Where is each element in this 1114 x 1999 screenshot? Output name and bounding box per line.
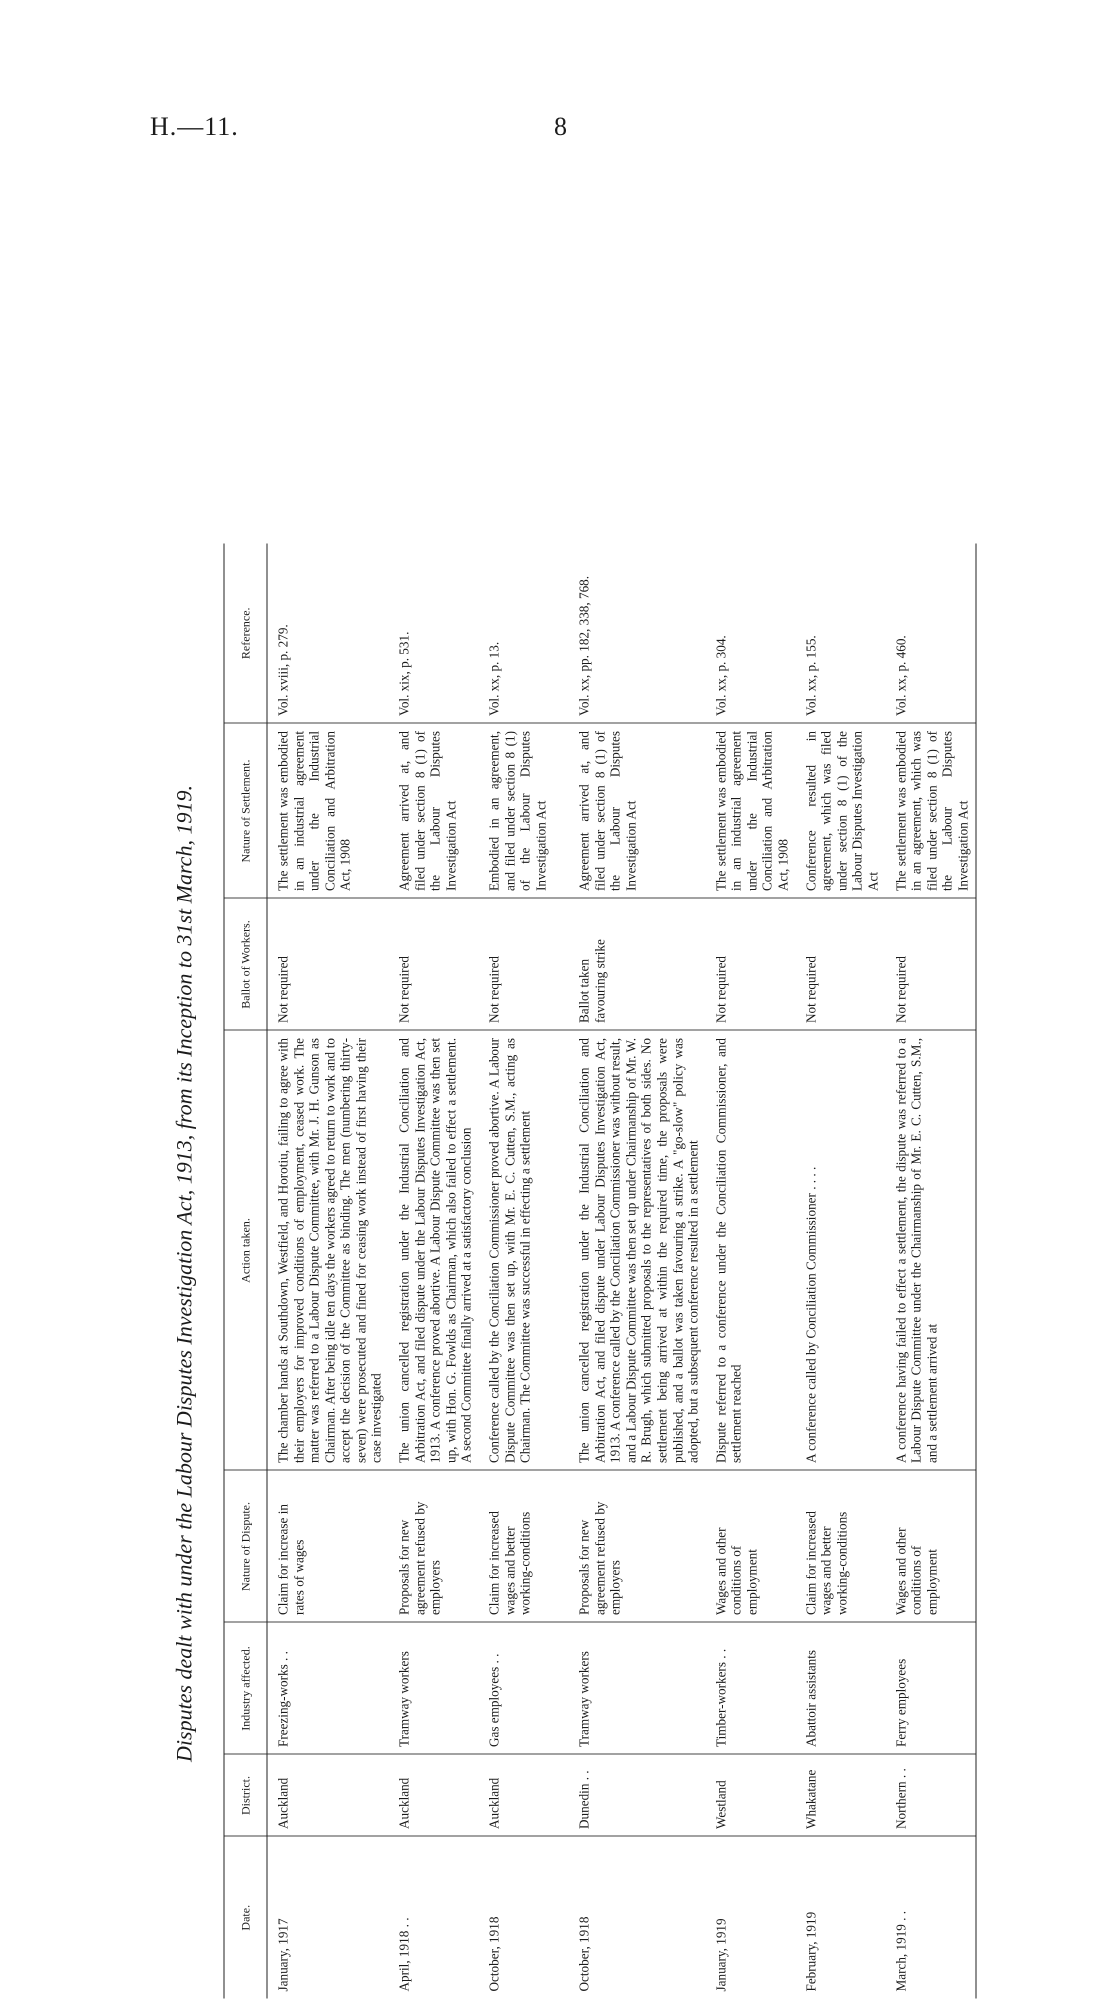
col-header-action: Action taken. bbox=[224, 1031, 267, 1471]
cell-nature: Proposals for new agreement refused by employers bbox=[389, 1471, 479, 1623]
cell-district: Northern . . bbox=[885, 1755, 976, 1837]
cell-settlement: Agreement arrived at, and filed under section 8 (1) of the Labour Disputes Investigation Act bbox=[389, 724, 479, 899]
cell-industry: Abattoir assistants bbox=[795, 1623, 885, 1755]
cell-date: March, 1919 . . bbox=[885, 1837, 976, 1999]
cell-reference: Vol. xviii, p. 279. bbox=[267, 544, 389, 724]
cell-ballot: Ballot taken favouring strike bbox=[569, 899, 706, 1031]
cell-reference: Vol. xix, p. 531. bbox=[389, 544, 479, 724]
cell-ballot: Not required bbox=[705, 899, 795, 1031]
cell-district: Auckland bbox=[267, 1755, 389, 1837]
cell-action: The union cancelled registration under the Industrial Conciliation and Arbitration Act, and filed dispute under Labour Disputes Investigation Act, 1913. A conference called by the Conciliation Commissioner was without result, and a Labour Dispute Committee was then set up under Chairmanship of Mr. W. R. Brugh, which submitted proposals to the representatives of both sides. No settlement being arrived at within the required time, the proposals were published, and a ballot was taken favouring a strike. A "go-slow" policy was adopted, but a subsequent conference resulted in a settlement bbox=[569, 1031, 706, 1471]
col-header-industry: Industry affected. bbox=[224, 1623, 267, 1755]
cell-industry: Freezing-works . . bbox=[267, 1623, 389, 1755]
table-row bbox=[885, 544, 976, 1999]
cell-date: October, 1918 bbox=[486, 1916, 502, 1992]
cell-nature: Wages and other conditions of employment bbox=[705, 1471, 795, 1623]
table-row bbox=[795, 544, 885, 1999]
page-number: 8 bbox=[554, 112, 567, 141]
cell-action: The union cancelled registration under the Industrial Conciliation and Arbitration Act, and filed dispute under the Labour Disputes Investigation Act, 1913. A conference proved abortive. A Labour Dispute Committee was then set up, with Hon. G. Fowlds as Chairman, which also failed to effect a settlement. A second Committee finally arrived at a satisfactory conclusion bbox=[389, 1031, 479, 1471]
col-header-ballot: Ballot of Workers. bbox=[224, 899, 267, 1031]
col-header-settlement: Nature of Settlement. bbox=[224, 724, 267, 899]
cell-nature: Wages and other conditions of employment bbox=[885, 1471, 976, 1623]
table-row bbox=[479, 544, 569, 1999]
header-row bbox=[224, 544, 267, 1999]
col-header-district: District. bbox=[224, 1755, 267, 1837]
cell-district: Auckland bbox=[479, 1755, 569, 1837]
cell-reference: Vol. xx, pp. 182, 338, 768. bbox=[569, 544, 706, 724]
col-header-nature: Nature of Dispute. bbox=[224, 1471, 267, 1623]
cell-reference: Vol. xx, p. 155. bbox=[795, 544, 885, 724]
cell-industry: Gas employees . . bbox=[479, 1623, 569, 1755]
cell-reference: Vol. xx, p. 13. bbox=[479, 544, 569, 724]
cell-nature: Claim for increased wages and better working-conditions bbox=[795, 1471, 885, 1623]
cell-industry: Timber-workers . . bbox=[705, 1623, 795, 1755]
cell-industry: Ferry employees bbox=[885, 1623, 976, 1755]
cell-date: January, 1919 bbox=[713, 1918, 729, 1992]
rotated-table-block bbox=[171, 544, 971, 1999]
cell-settlement: Conference resulted in agreement, which was filed under section 8 (1) of the Labour Disputes Investigation Act bbox=[795, 724, 885, 899]
cell-nature: Claim for increase in rates of wages bbox=[267, 1471, 389, 1623]
document-code: H.—11. bbox=[150, 112, 239, 141]
cell-ballot: Not required bbox=[389, 899, 479, 1031]
cell-date: February, 1919 bbox=[803, 1911, 819, 1992]
cell-settlement: Agreement arrived at, and filed under section 8 (1) of the Labour Disputes Investigation Act bbox=[569, 724, 706, 899]
disputes-table bbox=[224, 544, 977, 1999]
cell-reference: Vol. xx, p. 460. bbox=[885, 544, 976, 724]
table-row bbox=[267, 544, 389, 1999]
cell-date: January, 1917 bbox=[275, 1918, 291, 1992]
cell-nature: Proposals for new agreement refused by employers bbox=[569, 1471, 706, 1623]
cell-ballot: Not required bbox=[795, 899, 885, 1031]
cell-action: Conference called by the Conciliation Commissioner proved abortive. A Labour Dispute Committee was then set up, with Mr. E. C. Cutten, S.M., acting as Chairman. The Committee was successful in effecting a settlement bbox=[479, 1031, 569, 1471]
cell-action: A conference called by Conciliation Commissioner . . . . bbox=[795, 1031, 885, 1471]
table-row bbox=[705, 544, 795, 1999]
col-header-date: Date. bbox=[224, 1837, 267, 1999]
table-row bbox=[569, 544, 706, 1999]
cell-action: Dispute referred to a conference under the Conciliation Commissioner, and settlement reached bbox=[705, 1031, 795, 1471]
cell-district: Dunedin . . bbox=[569, 1755, 706, 1837]
cell-ballot: Not required bbox=[885, 899, 976, 1031]
cell-district: Whakatane bbox=[795, 1755, 885, 1837]
cell-settlement: Embodied in an agreement, and filed under section 8 (1) of the Labour Disputes Investigation Act bbox=[479, 724, 569, 899]
cell-action: The chamber hands at Southdown, Westfield, and Horotiu, failing to agree with their employers for improved conditions of employment, ceased work. The matter was referred to a Labour Dispute Committee, with Mr. J. H. Gunson as Chairman. After being idle ten days the workers agreed to return to work and to accept the decision of the Committee as binding. The men (numbering thirty-seven) were prosecuted and fined for ceasing work instead of first having their case investigated bbox=[267, 1031, 389, 1471]
cell-ballot: Not required bbox=[479, 899, 569, 1031]
cell-nature: Claim for increased wages and better working-conditions bbox=[479, 1471, 569, 1623]
table-row bbox=[389, 544, 479, 1999]
cell-settlement: The settlement was embodied in an industrial agreement under the Industrial Conciliation and Arbitration Act, 1908 bbox=[267, 724, 389, 899]
cell-district: Westland bbox=[705, 1755, 795, 1837]
cell-date: April, 1918 . . bbox=[396, 1917, 412, 1992]
cell-action: A conference having failed to effect a settlement, the dispute was referred to a Labour Dispute Committee under the Chairmanship of Mr. E. C. Cutten, S.M., and a settlement arrived at bbox=[885, 1031, 976, 1471]
cell-industry: Tramway workers bbox=[569, 1623, 706, 1755]
cell-district: Auckland bbox=[389, 1755, 479, 1837]
cell-ballot: Not required bbox=[267, 899, 389, 1031]
cell-settlement: The settlement was embodied in an industrial agreement under the Industrial Conciliation and Arbitration Act, 1908 bbox=[705, 724, 795, 899]
cell-industry: Tramway workers bbox=[389, 1623, 479, 1755]
col-header-reference: Reference. bbox=[224, 544, 267, 724]
cell-settlement: The settlement was embodied in an agreement, which was filed under section 8 (1) of the Labour Disputes Investigation Act bbox=[885, 724, 976, 899]
cell-reference: Vol. xx, p. 304. bbox=[705, 544, 795, 724]
table-title: Disputes dealt with under the Labour Disputes Investigation Act, 1913, from its Inception to 31st March, 1919. bbox=[171, 785, 197, 1762]
cell-date: October, 1918 bbox=[576, 1916, 592, 1992]
